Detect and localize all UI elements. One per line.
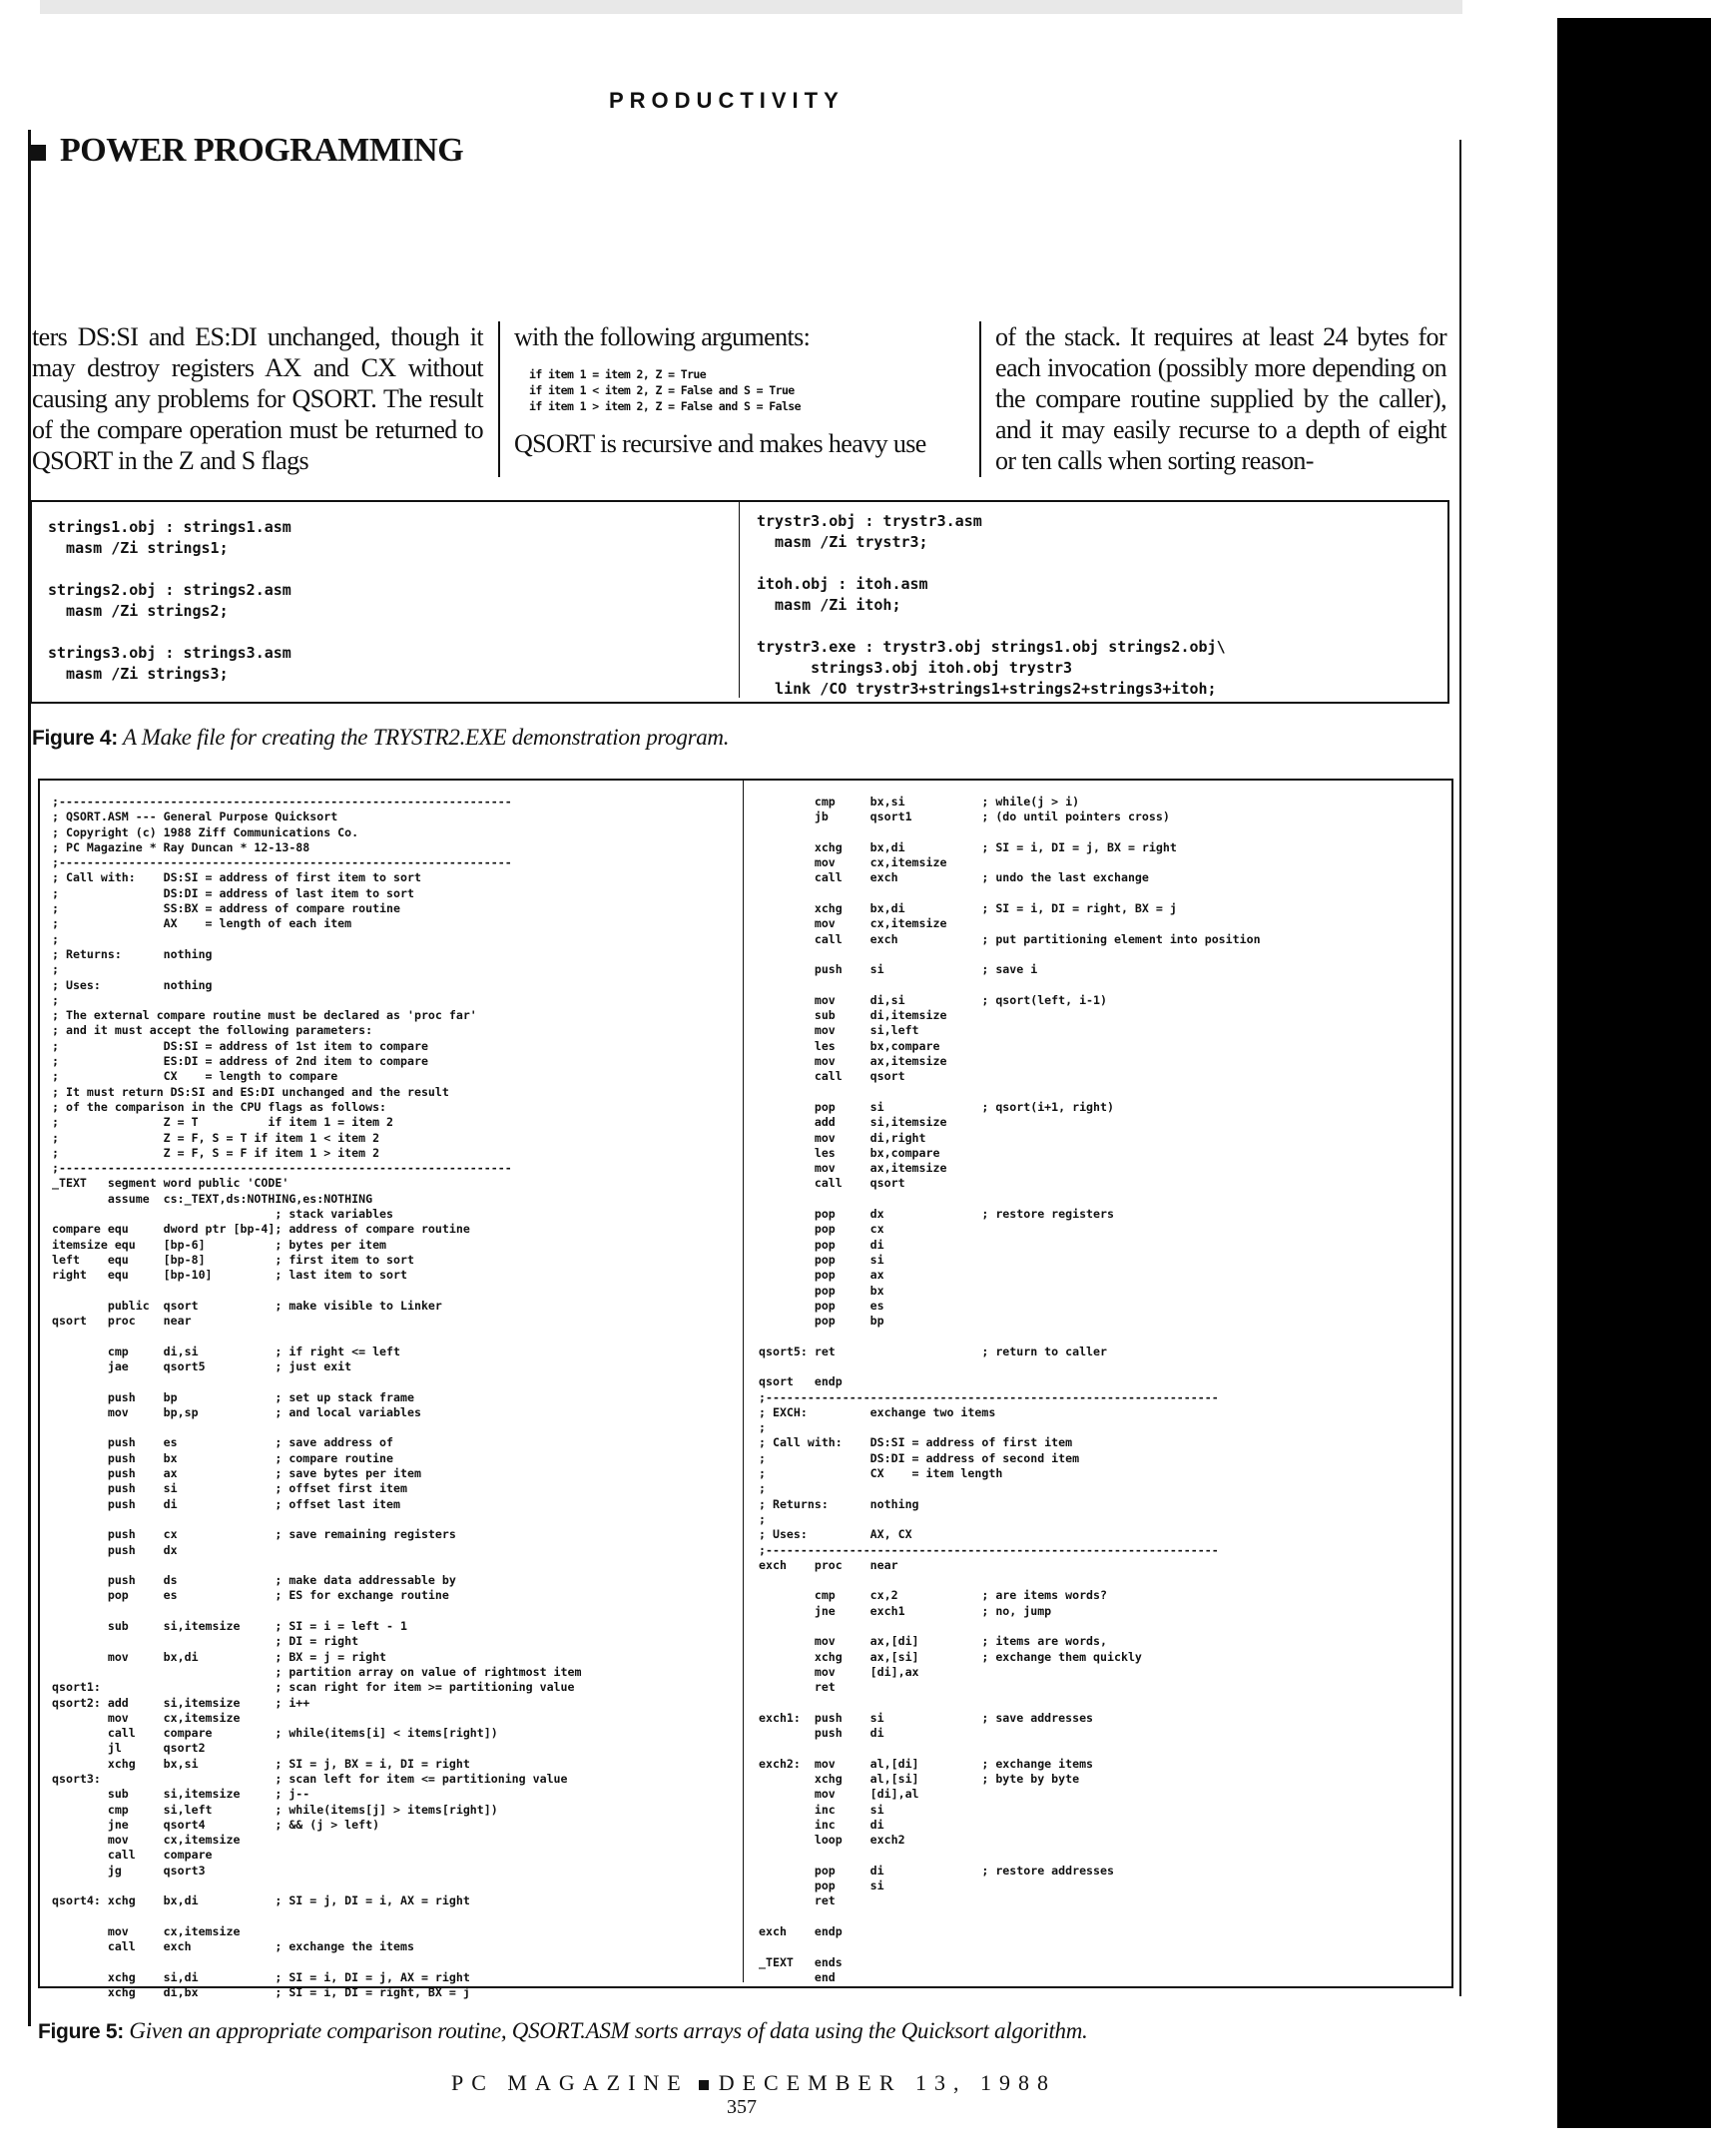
right-page-rule <box>1459 140 1461 1996</box>
figure-5-code-right: cmp bx,si ; while(j > i) jb qsort1 ; (do until pointers cross) xchg bx,di ; SI = i, DI = j, BX = right mov cx,itemsize call exch ; undo the last exchange xchg bx,di ; SI = i, DI = right, BX = j mov cx,itemsize call exch ; put partitioning element into position push si ; save i mov di,si ; qsort(left, i-1) sub di,itemsize mov si,left les bx,compare mov ax,itemsize call qsort pop si ; qsort(i+1, right) add si,itemsize mov di,right les bx,compare mov ax,itemsize call qsort pop dx ; restore registers pop cx pop di pop si pop ax pop bx pop es pop bp qsort5: ret ; return to caller qsort endp ;----------------------------------------------------------------- ; EXCH: exchange two items ; ; Call with: DS:SI = address of first item ; DS:DI = address of second item ; CX = item length ; ; Returns: nothing ; ; Uses: AX, CX ;----------------------------------------------------------------- exch proc near cmp cx,2 ; are items words? jne exch1 ; no, jump mov ax,[di] ; items are words, xchg ax,[si] ; exchange them quickly mov [di],ax ret exch1: push si ; save addresses push di exch2: mov al,[di] ; exchange items xchg al,[si] ; byte by byte mov [di],al inc si inc di loop exch2 pop di ; restore addresses pop si ret exch endp _TEXT ends end <box>759 795 1261 1984</box>
footer-date: DECEMBER 13, 1988 <box>718 2070 1057 2095</box>
figure-4-caption-text: A Make file for creating the TRYSTR2.EXE demonstration program. <box>117 725 730 750</box>
margin-strip-top <box>1557 0 1711 24</box>
figure-5-caption <box>38 2018 1088 2044</box>
section-kicker: PRODUCTIVITY <box>609 88 845 113</box>
section-title-text: POWER PROGRAMMING <box>60 132 464 169</box>
flag-conditions-snippet: if item 1 = item 2, Z = True if item 1 < item 2, Z = False and S = True if item 1 > item 2, Z = False and S = False <box>529 367 801 413</box>
black-margin-strip <box>1557 22 1711 2128</box>
top-edge-band <box>40 0 1462 14</box>
column-2-outro: QSORT is recursive and makes heavy use <box>514 429 926 458</box>
page-footer <box>451 2070 1056 2096</box>
figure-4-divider <box>739 502 740 698</box>
footer-magazine: PC MAGAZINE <box>451 2070 689 2095</box>
figure-4-caption-label: Figure 4: <box>32 727 118 750</box>
figure-5-caption-text: Given an appropriate comparison routine, QSORT.ASM sorts arrays of data using the Quicksort algorithm. <box>123 2018 1088 2043</box>
column-rule-1 <box>498 321 500 477</box>
figure-5-caption-label: Figure 5: <box>38 2020 124 2043</box>
page-number: 357 <box>727 2096 757 2118</box>
body-column-3: of the stack. It requires at least 24 bytes for each invocation (possibly more depending on the compare routine supplied by the caller), and it may easily recurse to a depth of eight or ten calls when sorting reason- <box>995 322 1446 475</box>
column-rule-2 <box>979 321 981 477</box>
figure-4-code-left: strings1.obj : strings1.asm masm /Zi strings1; strings2.obj : strings2.asm masm /Zi strings2; strings3.obj : strings3.asm masm /Zi strings3; <box>48 518 291 683</box>
body-column-2 <box>514 321 965 459</box>
figure-4-caption <box>32 725 729 751</box>
left-page-rule <box>28 130 31 2026</box>
footer-square-icon <box>699 2080 709 2090</box>
bullet-square-icon <box>30 145 46 161</box>
section-title <box>30 132 463 170</box>
figure-4-code-right: trystr3.obj : trystr3.asm masm /Zi trystr3; itoh.obj : itoh.asm masm /Zi itoh; trystr3.exe : trystr3.obj strings1.obj strings2.obj\ strings3.obj itoh.obj trystr3 link /CO trystr3+strings1+strings2+strings3+itoh; <box>757 512 1226 698</box>
body-column-1: ters DS:SI and ES:DI unchanged, though it may destroy registers AX and CX without causing any problems for QSORT. The result of the compare operation must be returned to QSORT in the Z and S flags <box>32 322 483 475</box>
column-2-intro: with the following arguments: <box>514 322 811 351</box>
figure-5-code-left: ;----------------------------------------------------------------- ; QSORT.ASM --- General Purpose Quicksort ; Copyright (c) 1988 Ziff Communications Co. ; PC Magazine * Ray Duncan * 12-13-88 ;----------------------------------------------------------------- ; Call with: DS:SI = address of first item to sort ; DS:DI = address of last item to sort ; SS:BX = address of compare routine ; AX = length of each item ; ; Returns: nothing ; ; Uses: nothing ; ; The external compare routine must be declared as 'proc far' ; and it must accept the following parameters: ; DS:SI = address of 1st item to compare ; ES:DI = address of 2nd item to compare ; CX = length to compare ; It must return DS:SI and ES:DI unchanged and the result ; of the comparison in the CPU flags as follows: ; Z = T if item 1 = item 2 ; Z = F, S = T if item 1 < item 2 ; Z = F, S = F if item 1 > item 2 ;----------------------------------------------------------------- _TEXT segment word public 'CODE' assume cs:_TEXT,ds:NOTHING,es:NOTHING ; stack variables compare equ dword ptr [bp-4]; address of compare routine itemsize equ [bp-6] ; bytes per item left equ [bp-8] ; first item to sort right equ [bp-10] ; last item to sort public qsort ; make visible to Linker qsort proc near cmp di,si ; if right <= left jae qsort5 ; just exit push bp ; set up stack frame mov bp,sp ; and local variables push es ; save address of push bx ; compare routine push ax ; save bytes per item push si ; offset first item push di ; offset last item push cx ; save remaining registers push dx push ds ; make data addressable by pop es ; ES for exchange routine sub si,itemsize ; SI = i = left - 1 ; DI = right mov bx,di ; BX = j = right ; partition array on value of rightmost item qsort1: ; scan right for item >= partitioning value qsort2: add si,itemsize ; i++ mov cx,itemsize call compare ; while(items[i] < items[right]) jl qsort2 xchg bx,si ; SI = j, BX = i, DI = right qsort3: ; scan left for item <= partitioning value sub si,itemsize ; j-- cmp si,left ; while(items[j] > items[right]) jne qsort4 ; && (j > left) mov cx,itemsize call compare jg qsort3 qsort4: xchg bx,di ; SI = j, DI = i, AX = right mov cx,itemsize call exch ; exchange the items xchg si,di ; SI = i, DI = j, AX = right xchg di,bx ; SI = i, DI = right, BX = j <box>52 795 582 2000</box>
figure-5-divider <box>743 781 744 1982</box>
